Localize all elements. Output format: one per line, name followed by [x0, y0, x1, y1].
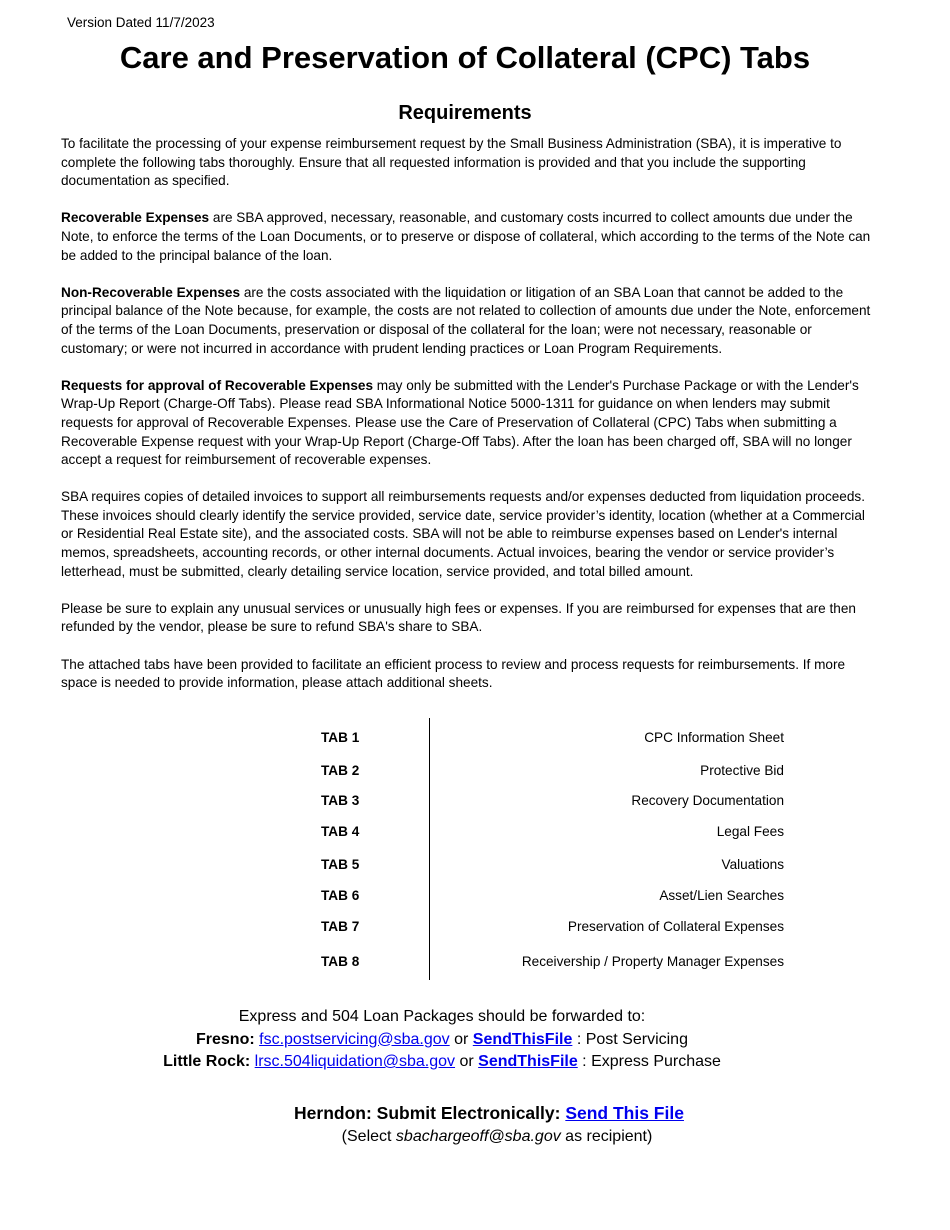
- text-requests-for-approval: may only be submitted with the Lender's Purchase Package or with the Lender's Wrap-Up Report (Charge-Off Tabs). Please read SBA Informational Notice 5000-1311 for guidance on when lenders may submit requests for approval of Recoverable Expenses. Please use the Care of Preservation of Collateral (CPC) Tabs when submitting a Recoverable Expense request with your Wrap-Up Report (Charge-Off Tabs). After the loan has been charged off, SBA will no longer accept a request for reimbursement of recoverable expenses.: [61, 377, 859, 468]
- paragraph-requests-for-approval: [61, 377, 877, 470]
- definition-recoverable-expenses: are SBA approved, necessary, reasonable, and customary costs incurred to collect amounts due under the Note, to enforce the terms of the Loan Documents, or to preserve or dispose of collateral, which according to the terms of the Note can be added to the principal balance of the loan.: [61, 210, 871, 263]
- term-recoverable-expenses: Recoverable Expenses: [61, 210, 210, 226]
- fresno-suffix: : Post Servicing: [572, 1030, 688, 1048]
- tab-id: TAB 7: [321, 919, 360, 934]
- tab-row: [321, 888, 784, 908]
- tab-row: [321, 919, 784, 939]
- or-text: or: [449, 1030, 473, 1048]
- tab-description: CPC Information Sheet: [644, 730, 784, 745]
- tab-description: Legal Fees: [716, 824, 784, 839]
- tab-description: Asset/Lien Searches: [659, 888, 784, 903]
- herndon-recipient-email: sbachargeoff@sba.gov: [395, 1128, 561, 1145]
- little-rock-contact-line: [0, 1051, 884, 1074]
- page-title: Care and Preservation of Collateral (CPC) Tabs: [119, 40, 811, 75]
- tab-description: Preservation of Collateral Expenses: [567, 919, 784, 934]
- paragraph-invoices: SBA requires copies of detailed invoices to support all reimbursements requests and/or expenses deducted from liquidation proceeds. These invoices should clearly identify the service provided, service date, service provider’s identity, location (whether at a Commercial or Residential Real Estate site), and the associated costs. SBA will not be able to reimburse expenses based on Lender's internal memos, spreadsheets, accounting records, or other internal documents. Actual invoices, bearing the vendor or service provider’s letterhead, must be submitted, clearly detailing service location, service provided, and total billed amount.: [61, 489, 865, 579]
- version-date: Version Dated 11/7/2023: [67, 15, 215, 30]
- herndon-note: [0, 1128, 950, 1146]
- herndon-send-this-file-link[interactable]: Send This File: [565, 1103, 684, 1123]
- tab-description: Recovery Documentation: [631, 793, 784, 808]
- fresno-sendthisfile-link[interactable]: SendThisFile: [472, 1030, 573, 1048]
- term-non-recoverable-expenses: Non-Recoverable Expenses: [61, 284, 241, 300]
- little-rock-suffix: : Express Purchase: [577, 1053, 721, 1070]
- fresno-contact-line: [0, 1029, 884, 1052]
- paragraph-recoverable-expenses: [61, 209, 877, 265]
- paragraph-unusual-services: Please be sure to explain any unusual services or unusually high fees or expenses. If you are reimbursed for expenses that are then refunded by the vendor, please be sure to refund SBA's share to SBA.: [61, 600, 856, 635]
- tab-id: TAB 3: [321, 793, 360, 808]
- tab-id: TAB 8: [321, 954, 360, 969]
- paragraph-attached-tabs: The attached tabs have been provided to facilitate an efficient process to review and process requests for reimbursements. If more space is needed to provide information, please attach additional sheets.: [61, 656, 846, 691]
- section-heading-requirements: Requirements: [398, 102, 532, 124]
- tab-id: TAB 4: [321, 824, 360, 839]
- contacts-block: [0, 1006, 884, 1074]
- tabs-divider: [429, 718, 430, 980]
- definition-non-recoverable-expenses: are the costs associated with the liquidation or litigation of an SBA Loan that cannot be added to the principal balance of the Note because, for example, the costs are not related to collection of amounts due under the Note, enforcement of the terms of the Loan Documents, preservation or disposal of the collateral for the loan; were not necessary, reasonable or customary; or were not incurred in accordance with prudent lending practices or Loan Program Requirements.: [61, 284, 871, 356]
- tab-row: [321, 793, 784, 813]
- tabs-list: [321, 718, 784, 980]
- little-rock-sendthisfile-link[interactable]: SendThisFile: [478, 1053, 578, 1070]
- tab-id: TAB 2: [321, 763, 360, 778]
- tab-row: [321, 763, 784, 783]
- paragraph-non-recoverable-expenses: [61, 284, 877, 358]
- herndon-note-prefix: (Select: [341, 1128, 396, 1145]
- requirements-body: [61, 135, 877, 711]
- herndon-note-suffix: as recipient): [560, 1128, 653, 1145]
- tab-id: TAB 6: [321, 888, 360, 903]
- tab-row: [321, 857, 784, 877]
- tab-description: Protective Bid: [700, 763, 784, 778]
- or-text: or: [455, 1053, 479, 1070]
- term-requests-for-approval: Requests for approval of Recoverable Expenses: [61, 377, 374, 393]
- herndon-line: [0, 1103, 950, 1124]
- fresno-label: Fresno:: [196, 1030, 255, 1048]
- herndon-label: Herndon: Submit Electronically:: [294, 1103, 566, 1123]
- fresno-email-link[interactable]: fsc.postservicing@sba.gov: [259, 1030, 450, 1048]
- little-rock-label: Little Rock:: [163, 1053, 251, 1070]
- tab-row: [321, 824, 784, 844]
- tab-id: TAB 5: [321, 857, 360, 872]
- little-rock-email-link[interactable]: lrsc.504liquidation@sba.gov: [254, 1053, 456, 1070]
- tab-description: Valuations: [721, 857, 784, 872]
- contacts-intro: Express and 504 Loan Packages should be forwarded to:: [238, 1008, 646, 1025]
- tab-row: [321, 954, 784, 974]
- tab-id: TAB 1: [321, 730, 360, 745]
- paragraph-intro: To facilitate the processing of your expense reimbursement request by the Small Business Administration (SBA), it is imperative to complete the following tabs thoroughly. Ensure that all requested information is provided and that you include the supporting documentation as specified.: [61, 136, 842, 189]
- tab-description: Receivership / Property Manager Expenses: [521, 954, 784, 969]
- tab-row: [321, 730, 784, 750]
